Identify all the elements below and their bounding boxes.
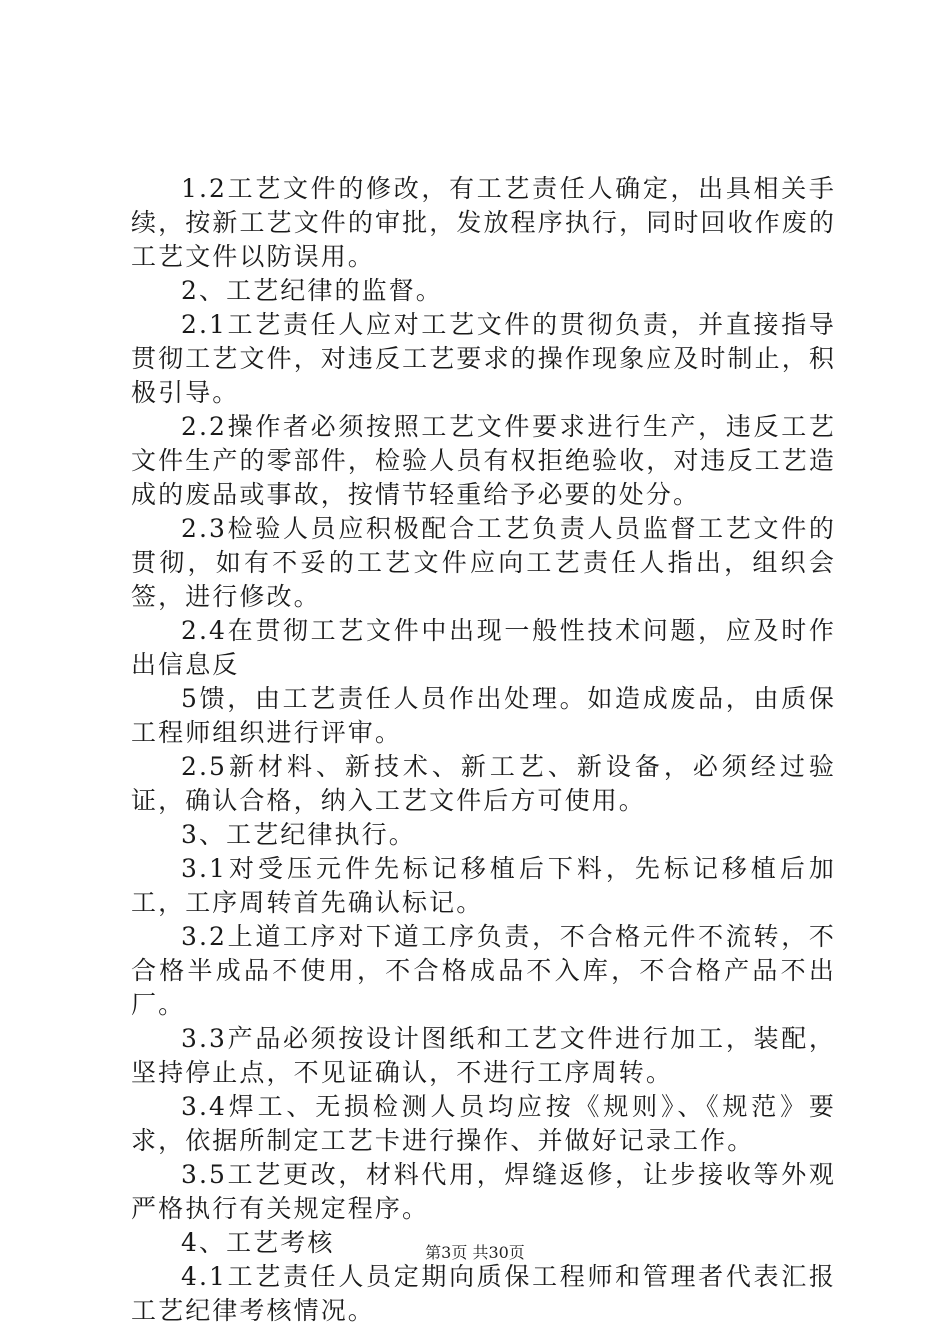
paragraph-3-4: 3.4焊工、无损检测人员均应按《规则》、《规范》要求，依据所制定工艺卡进行操作、并做好记录工作。 [131, 1092, 836, 1155]
paragraph-2-4-continued: 5馈，由工艺责任人员作出处理。如造成废品，由质保工程师组织进行评审。 [131, 684, 836, 747]
paragraph-3-2: 3.2上道工序对下道工序负责，不合格元件不流转，不合格半成品不使用，不合格成品不入库，不合格产品不出厂。 [131, 922, 836, 1019]
paragraph-2-2: 2.2操作者必须按照工艺文件要求进行生产，违反工艺文件生产的零部件，检验人员有权拒绝验收，对违反工艺造成的废品或事故，按情节轻重给予必要的处分。 [131, 412, 836, 509]
heading-2: 2、工艺纪律的监督。 [181, 276, 443, 305]
paragraph-3-1: 3.1对受压元件先标记移植后下料，先标记移植后加工，工序周转首先确认标记。 [131, 854, 836, 917]
document-body [131, 172, 836, 1328]
paragraph-3-3: 3.3产品必须按设计图纸和工艺文件进行加工，装配，坚持停止点，不见证确认，不进行工序周转。 [131, 1024, 836, 1087]
paragraph-2-1: 2.1工艺责任人应对工艺文件的贯彻负责，并直接指导贯彻工艺文件，对违反工艺要求的操作现象应及时制止，积极引导。 [131, 310, 836, 407]
paragraph-2-4: 2.4在贯彻工艺文件中出现一般性技术问题，应及时作出信息反 [131, 616, 836, 679]
paragraph-1-2: 1.2工艺文件的修改，有工艺责任人确定，出具相关手续，按新工艺文件的审批，发放程序执行，同时回收作废的工艺文件以防误用。 [131, 174, 836, 271]
heading-3: 3、工艺纪律执行。 [181, 820, 416, 849]
page-number-footer: 第3页 共30页 [425, 1243, 525, 1262]
paragraph-4-1: 4.1工艺责任人员定期向质保工程师和管理者代表汇报工艺纪律考核情况。 [131, 1262, 836, 1325]
paragraph-2-5: 2.5新材料、新技术、新工艺、新设备，必须经过验证，确认合格，纳入工艺文件后方可使用。 [131, 752, 836, 815]
heading-4: 4、工艺考核 [181, 1228, 335, 1257]
paragraph-3-5: 3.5工艺更改，材料代用，焊缝返修，让步接收等外观严格执行有关规定程序。 [131, 1160, 836, 1223]
paragraph-2-3: 2.3检验人员应积极配合工艺负责人员监督工艺文件的贯彻，如有不妥的工艺文件应向工艺责任人指出，组织会签，进行修改。 [131, 514, 836, 611]
